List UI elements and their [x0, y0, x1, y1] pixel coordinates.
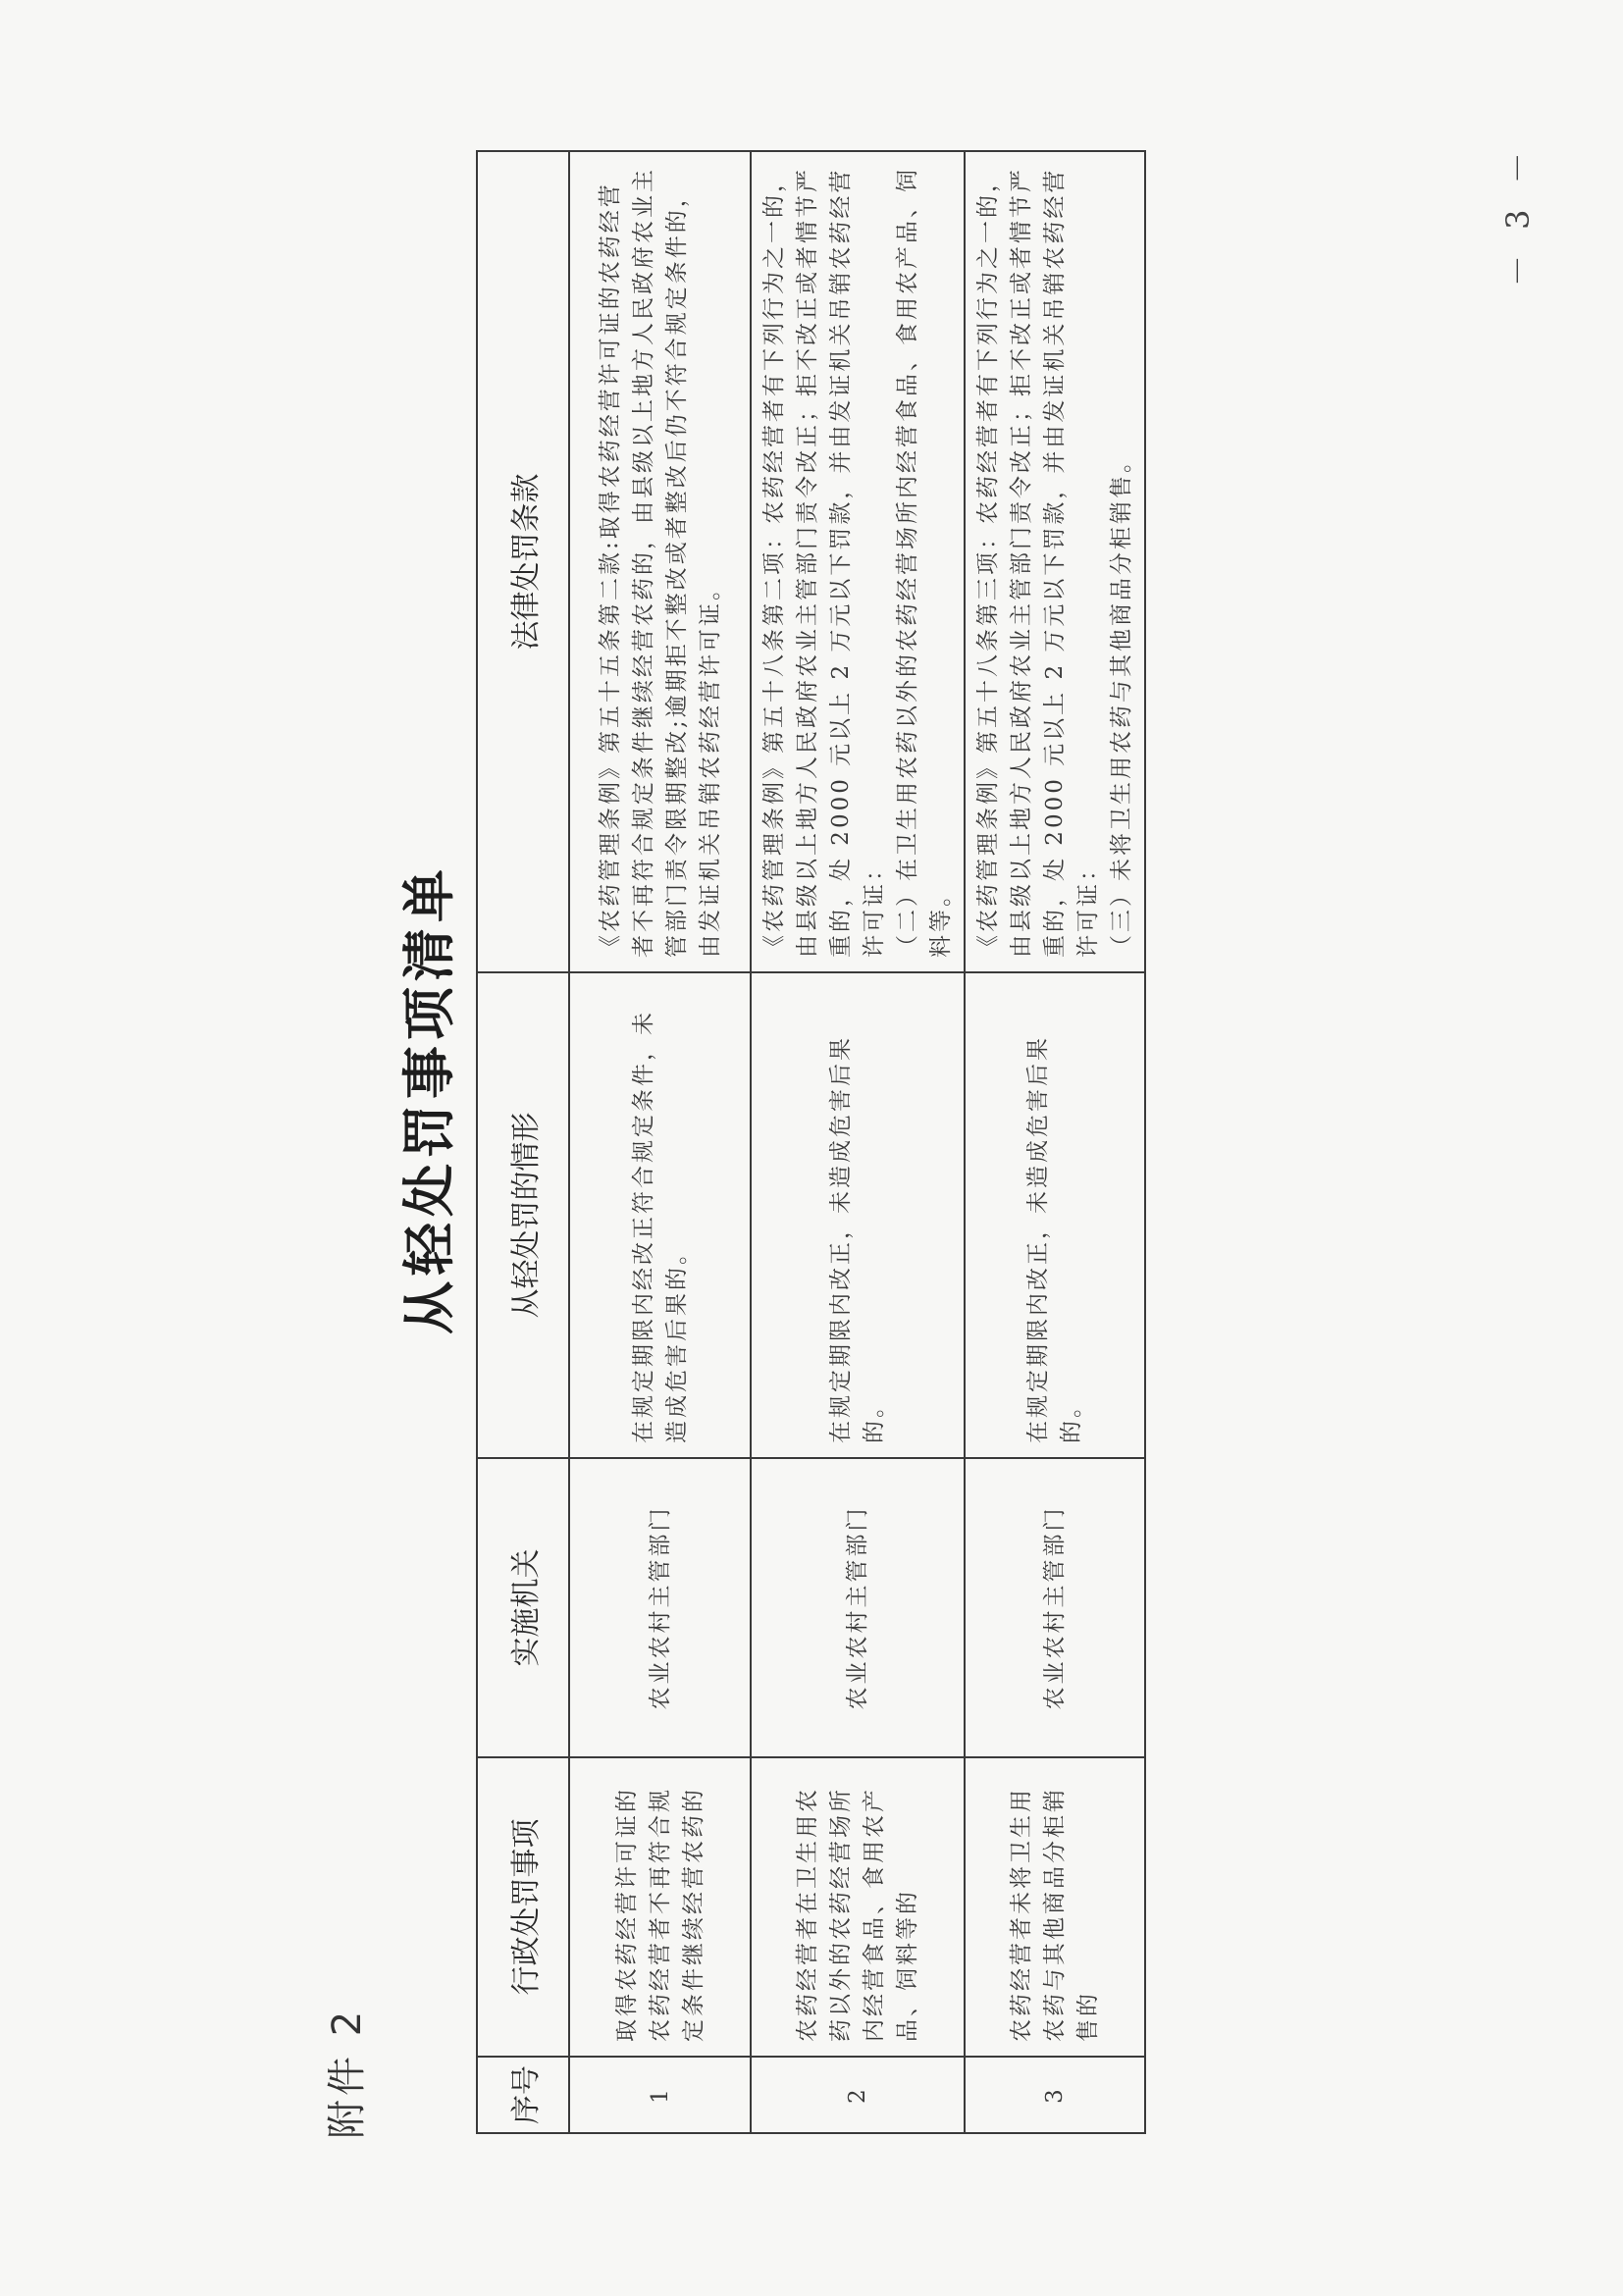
row-number: 2 — [751, 2057, 965, 2133]
lenient-condition: 在规定期限内改正，未造成危害后果的。 — [965, 972, 1145, 1458]
legal-clause-subitem: （二）在卫生用农药以外的农药经营场所内经营食品、食用农产品、饲料等。 — [895, 167, 954, 958]
header-no: 序号 — [477, 2057, 569, 2133]
table-row — [569, 151, 751, 2133]
legal-clause-text: 《农药管理条例》第五十八条第二项：农药经营者有下列行为之一的，由县级以上地方人民政府农业主管部门责令改正；拒不改正或者情节严重的，处 2000 元以上 2 万元以下罚款，并由发证机关吊销农药经营许可证： — [761, 167, 887, 958]
penalty-item: 取得农药经营许可证的农药经营者不再符合规定条件继续经营农药的 — [569, 1757, 751, 2057]
legal-clause-text: 《农药管理条例》第五十五条第二款:取得农药经营许可证的农药经营者不再符合规定条件继续经营农药的，由县级以上地方人民政府农业主管部门责令限期整改;逾期拒不整改或者整改后仍不符合规定条件的，由发证机关吊销农药经营许可证。 — [597, 167, 723, 958]
legal-clause-subitem: （三）未将卫生用农药与其他商品分柜销售。 — [1109, 447, 1134, 958]
enforcement-agency: 农业农村主管部门 — [965, 1458, 1145, 1757]
legal-clause — [569, 151, 751, 972]
lenient-condition: 在规定期限内经改正符合规定条件，未造成危害后果的。 — [569, 972, 751, 1458]
penalty-item: 农药经营者在卫生用农药以外的农药经营场所内经营食品、食用农产品、饲料等的 — [751, 1757, 965, 2057]
attachment-label: 附件 2 — [325, 2007, 370, 2139]
table-row — [751, 151, 965, 2133]
row-number: 1 — [569, 2057, 751, 2133]
document-title: 从轻处罚事项清单 — [397, 863, 460, 1334]
header-legal: 法律处罚条款 — [477, 151, 569, 972]
lenient-condition: 在规定期限内改正，未造成危害后果的。 — [751, 972, 965, 1458]
table-row — [965, 151, 1145, 2133]
header-item: 行政处罚事项 — [477, 1757, 569, 2057]
penalty-item: 农药经营者未将卫生用农药与其他商品分柜销售的 — [965, 1757, 1145, 2057]
enforcement-agency: 农业农村主管部门 — [569, 1458, 751, 1757]
table-header-row — [477, 151, 569, 2133]
legal-clause — [751, 151, 965, 972]
row-number: 3 — [965, 2057, 1145, 2133]
enforcement-agency: 农业农村主管部门 — [751, 1458, 965, 1757]
header-agency: 实施机关 — [477, 1458, 569, 1757]
penalty-table — [476, 150, 1146, 2134]
page-number: － 3 － — [1499, 144, 1537, 287]
header-condition: 从轻处罚的情形 — [477, 972, 569, 1458]
legal-clause-text: 《农药管理条例》第五十八条第三项：农药经营者有下列行为之一的，由县级以上地方人民政府农业主管部门责令改正；拒不改正或者情节严重的，处 2000 元以上 2 万元以下罚款，并由发证机关吊销农药经营许可证： — [975, 167, 1101, 958]
legal-clause — [965, 151, 1145, 972]
